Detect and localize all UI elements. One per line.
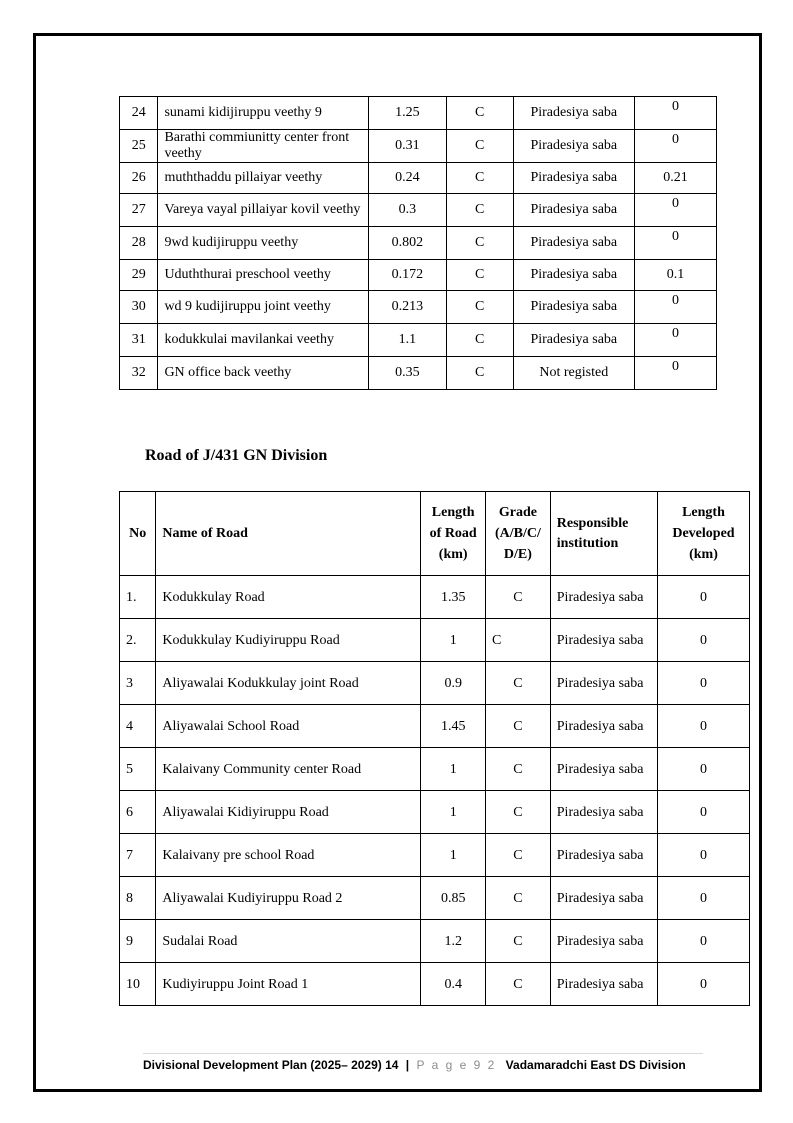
table-row <box>120 920 750 963</box>
responsible-institution: Piradesiya saba <box>550 791 657 834</box>
road-length: 0.24 <box>368 163 446 194</box>
responsible-institution: Piradesiya saba <box>550 705 657 748</box>
length-developed: 0 <box>657 877 749 920</box>
road-length: 0.3 <box>368 194 446 227</box>
length-developed: 0 <box>657 963 749 1006</box>
road-name: Kodukkulay Road <box>156 576 421 619</box>
road-name: Aliyawalai Kidiyiruppu Road <box>156 791 421 834</box>
responsible-institution: Piradesiya saba <box>513 194 634 227</box>
length-developed: 0.21 <box>635 163 717 194</box>
road-grade: C <box>486 705 551 748</box>
road-grade: C <box>486 834 551 877</box>
road-name: Kalaivany pre school Road <box>156 834 421 877</box>
road-grade: C <box>486 662 551 705</box>
header-institution: Responsible institution <box>550 492 657 576</box>
footer-division: Vadamaradchi East DS Division <box>505 1058 686 1072</box>
road-length: 1.1 <box>368 324 446 357</box>
responsible-institution: Piradesiya saba <box>513 324 634 357</box>
length-developed: 0 <box>635 357 717 390</box>
length-developed: 0 <box>635 324 717 357</box>
road-grade: C <box>446 260 513 291</box>
header-grade: Grade (A/B/C/ D/E) <box>486 492 551 576</box>
road-number: 1. <box>120 576 156 619</box>
table-row <box>120 357 717 390</box>
road-name: muththaddu pillaiyar veethy <box>158 163 368 194</box>
road-length: 0.9 <box>421 662 486 705</box>
road-length: 1 <box>421 834 486 877</box>
responsible-institution: Piradesiya saba <box>550 748 657 791</box>
responsible-institution: Piradesiya saba <box>513 227 634 260</box>
road-length: 0.172 <box>368 260 446 291</box>
road-grade: C <box>446 130 513 163</box>
length-developed: 0 <box>635 291 717 324</box>
responsible-institution: Piradesiya saba <box>513 130 634 163</box>
road-length: 0.31 <box>368 130 446 163</box>
table-row <box>120 291 717 324</box>
responsible-institution: Piradesiya saba <box>550 920 657 963</box>
road-grade: C <box>486 877 551 920</box>
table-row <box>120 130 717 163</box>
road-grade: C <box>446 291 513 324</box>
road-length: 1 <box>421 791 486 834</box>
road-number: 25 <box>120 130 158 163</box>
responsible-institution: Piradesiya saba <box>513 97 634 130</box>
responsible-institution: Not registed <box>513 357 634 390</box>
road-name: Kudiyiruppu Joint Road 1 <box>156 963 421 1006</box>
road-number: 30 <box>120 291 158 324</box>
length-developed: 0 <box>657 748 749 791</box>
responsible-institution: Piradesiya saba <box>550 576 657 619</box>
table-row <box>120 705 750 748</box>
table-row <box>120 877 750 920</box>
responsible-institution: Piradesiya saba <box>550 662 657 705</box>
road-grade: C <box>486 619 551 662</box>
road-name: Kalaivany Community center Road <box>156 748 421 791</box>
roads-table-continued <box>119 96 717 390</box>
length-developed: 0 <box>635 227 717 260</box>
road-length: 0.35 <box>368 357 446 390</box>
table-row <box>120 791 750 834</box>
road-number: 7 <box>120 834 156 877</box>
road-length: 1.2 <box>421 920 486 963</box>
roads-table-continued-body <box>120 97 717 390</box>
responsible-institution: Piradesiya saba <box>550 834 657 877</box>
road-grade: C <box>446 357 513 390</box>
road-name: GN office back veethy <box>158 357 368 390</box>
road-grade: C <box>446 227 513 260</box>
road-name: Aliyawalai Kodukkulay joint Road <box>156 662 421 705</box>
road-number: 32 <box>120 357 158 390</box>
road-length: 1.35 <box>421 576 486 619</box>
length-developed: 0 <box>657 662 749 705</box>
table-row <box>120 260 717 291</box>
roads-table-j431 <box>119 491 750 1006</box>
table-row <box>120 576 750 619</box>
length-developed: 0 <box>657 619 749 662</box>
road-grade: C <box>486 748 551 791</box>
road-length: 0.85 <box>421 877 486 920</box>
section-heading: Road of J/431 GN Division <box>145 447 328 464</box>
road-length: 1 <box>421 619 486 662</box>
table-row <box>120 163 717 194</box>
road-number: 2. <box>120 619 156 662</box>
road-name: Aliyawalai Kudiyiruppu Road 2 <box>156 877 421 920</box>
road-name: 9wd kudijiruppu veethy <box>158 227 368 260</box>
header-name: Name of Road <box>156 492 421 576</box>
road-length: 0.802 <box>368 227 446 260</box>
responsible-institution: Piradesiya saba <box>513 291 634 324</box>
road-number: 5 <box>120 748 156 791</box>
header-no: No <box>120 492 156 576</box>
responsible-institution: Piradesiya saba <box>513 163 634 194</box>
footer-page-number: P a g e 9 2 <box>416 1058 497 1072</box>
road-number: 3 <box>120 662 156 705</box>
road-length: 0.213 <box>368 291 446 324</box>
responsible-institution: Piradesiya saba <box>550 619 657 662</box>
road-grade: C <box>446 194 513 227</box>
roads-table-j431-body <box>120 576 750 1006</box>
page-footer <box>143 1053 703 1072</box>
length-developed: 0.1 <box>635 260 717 291</box>
road-number: 28 <box>120 227 158 260</box>
road-name: kodukkulai mavilankai veethy <box>158 324 368 357</box>
road-name: Kodukkulay Kudiyiruppu Road <box>156 619 421 662</box>
length-developed: 0 <box>657 920 749 963</box>
length-developed: 0 <box>657 705 749 748</box>
road-number: 27 <box>120 194 158 227</box>
road-number: 6 <box>120 791 156 834</box>
header-length: Length of Road (km) <box>421 492 486 576</box>
road-grade: C <box>486 576 551 619</box>
responsible-institution: Piradesiya saba <box>550 963 657 1006</box>
table-row <box>120 963 750 1006</box>
responsible-institution: Piradesiya saba <box>513 260 634 291</box>
road-name: wd 9 kudijiruppu joint veethy <box>158 291 368 324</box>
road-name: Uduththurai preschool veethy <box>158 260 368 291</box>
header-developed: Length Developed (km) <box>657 492 749 576</box>
road-grade: C <box>486 920 551 963</box>
table-row <box>120 227 717 260</box>
road-name: Sudalai Road <box>156 920 421 963</box>
road-number: 9 <box>120 920 156 963</box>
footer-plan-title: Divisional Development Plan (2025– 2029) 14 <box>143 1058 399 1072</box>
road-number: 31 <box>120 324 158 357</box>
road-name: Barathi commiunitty center front veethy <box>158 130 368 163</box>
road-number: 8 <box>120 877 156 920</box>
table-row <box>120 619 750 662</box>
footer-separator: | <box>405 1058 410 1072</box>
road-number: 29 <box>120 260 158 291</box>
length-developed: 0 <box>657 576 749 619</box>
length-developed: 0 <box>657 791 749 834</box>
road-grade: C <box>446 163 513 194</box>
length-developed: 0 <box>635 130 717 163</box>
length-developed: 0 <box>635 194 717 227</box>
table-row <box>120 662 750 705</box>
responsible-institution: Piradesiya saba <box>550 877 657 920</box>
road-length: 1 <box>421 748 486 791</box>
road-grade: C <box>446 324 513 357</box>
road-name: Aliyawalai School Road <box>156 705 421 748</box>
table-row <box>120 194 717 227</box>
table-row <box>120 324 717 357</box>
road-length: 0.4 <box>421 963 486 1006</box>
road-number: 24 <box>120 97 158 130</box>
road-number: 10 <box>120 963 156 1006</box>
table-row <box>120 97 717 130</box>
road-length: 1.25 <box>368 97 446 130</box>
road-name: sunami kidijiruppu veethy 9 <box>158 97 368 130</box>
road-number: 26 <box>120 163 158 194</box>
road-grade: C <box>486 791 551 834</box>
table-row <box>120 834 750 877</box>
road-grade: C <box>486 963 551 1006</box>
road-name: Vareya vayal pillaiyar kovil veethy <box>158 194 368 227</box>
road-grade: C <box>446 97 513 130</box>
road-number: 4 <box>120 705 156 748</box>
road-length: 1.45 <box>421 705 486 748</box>
length-developed: 0 <box>635 97 717 130</box>
table-header-row <box>120 492 750 576</box>
length-developed: 0 <box>657 834 749 877</box>
table-row <box>120 748 750 791</box>
